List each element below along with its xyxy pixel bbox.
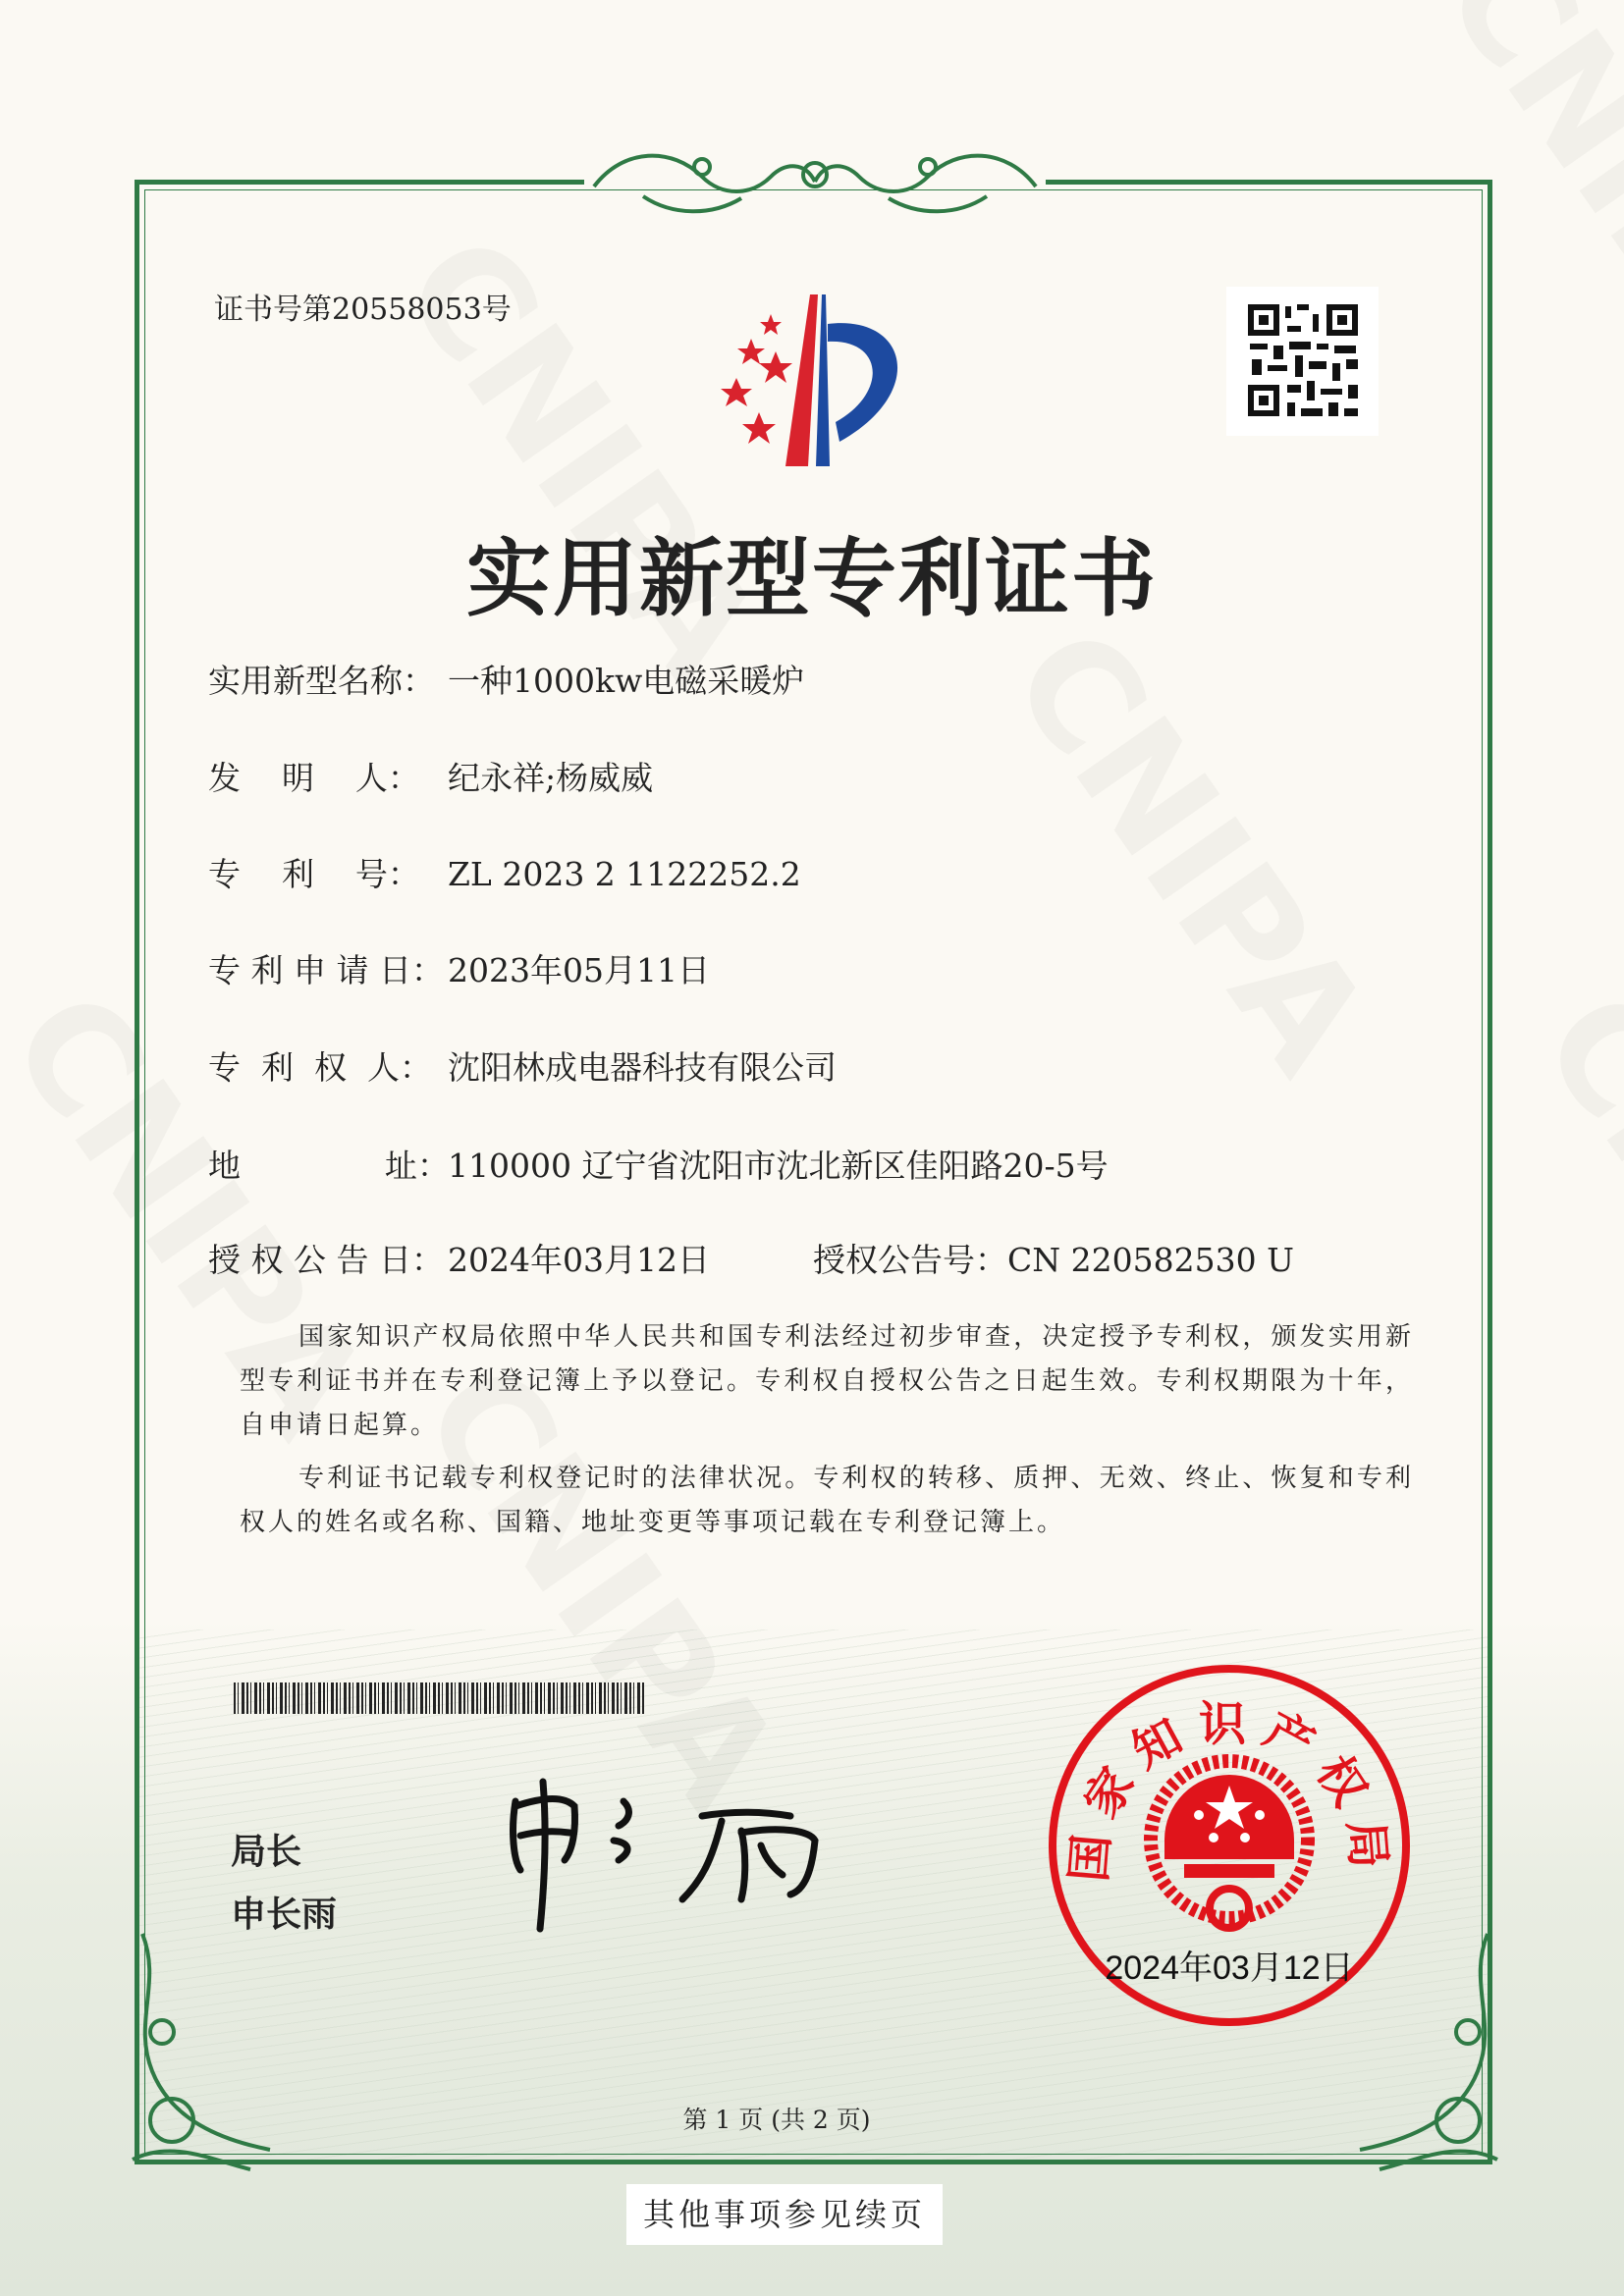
- page-title: 实用新型专利证书: [466, 529, 1158, 628]
- field-value: 110000 辽宁省沈阳市沈北新区佳阳路20-5号: [448, 1147, 1109, 1185]
- field-grant-number: [813, 1235, 1294, 1281]
- seal-date: 2024年03月12日: [1105, 1949, 1354, 1987]
- field-label: 专 利 号：: [208, 855, 420, 893]
- qr-code-icon: [1226, 287, 1379, 436]
- field-label: 专 利 权 人：: [208, 1048, 432, 1087]
- field-application-date: [208, 945, 710, 991]
- field-inventor: [208, 753, 653, 799]
- field-label: 实用新型名称：: [208, 662, 435, 700]
- field-patent-number: [208, 849, 801, 895]
- field-label: 授权公告号：: [813, 1241, 1007, 1279]
- director-title: 局长: [231, 1832, 302, 1872]
- certificate-number: 证书号第20558053号: [214, 293, 512, 327]
- field-label: 授 权 公 告 日：: [208, 1241, 444, 1279]
- field-value: 一种1000kw电磁采暖炉: [448, 662, 805, 700]
- director-name: 申长雨: [231, 1895, 338, 1935]
- corner-ornament-left-icon: [123, 1924, 290, 2179]
- page-indicator: 第 1 页 (共 2 页): [682, 2106, 871, 2134]
- qr-code: [1226, 287, 1379, 436]
- field-value: ZL 2023 2 1122252.2: [448, 855, 801, 893]
- national-emblem-icon: [1151, 1761, 1308, 1928]
- field-utility-model-name: [208, 656, 804, 702]
- field-value: CN 220582530 U: [1007, 1241, 1294, 1279]
- field-label: 专 利 申 请 日：: [208, 951, 444, 989]
- barcode: [234, 1682, 644, 1714]
- field-patentee: [208, 1042, 837, 1089]
- legal-paragraph: 国家知识产权局依照中华人民共和国专利法经过初步审查，决定授予专利权，颁发实用新型专利证书并在专利登记簿上予以登记。专利权自授权公告之日起生效。专利权期限为十年，自申请日起算。: [240, 1322, 1414, 1440]
- watermark: [1508, 963, 1624, 1466]
- field-grant-date: [208, 1235, 710, 1281]
- signature-icon: [496, 1772, 835, 1934]
- official-seal: [1047, 1663, 1412, 2028]
- continued-note: 其他事项参见续页: [626, 2184, 943, 2245]
- field-address: [208, 1141, 1109, 1187]
- field-value: 沈阳林成电器科技有限公司: [448, 1048, 837, 1087]
- top-ornament-icon: [584, 137, 1046, 226]
- field-label: 地 址：: [208, 1147, 450, 1185]
- field-value: 2023年05月11日: [448, 951, 710, 989]
- cnipa-logo-icon: [692, 285, 947, 481]
- field-value: 2024年03月12日: [448, 1241, 710, 1279]
- legal-paragraph: 专利证书记载专利权登记时的法律状况。专利权的转移、质押、无效、终止、恢复和专利权人的姓名或名称、国籍、地址变更等事项记载在专利登记簿上。: [240, 1464, 1414, 1537]
- field-value: 纪永祥;杨威威: [448, 759, 654, 797]
- seal-text: 国家知识产权局: [1061, 1696, 1397, 1885]
- field-label: 发 明 人：: [208, 759, 420, 797]
